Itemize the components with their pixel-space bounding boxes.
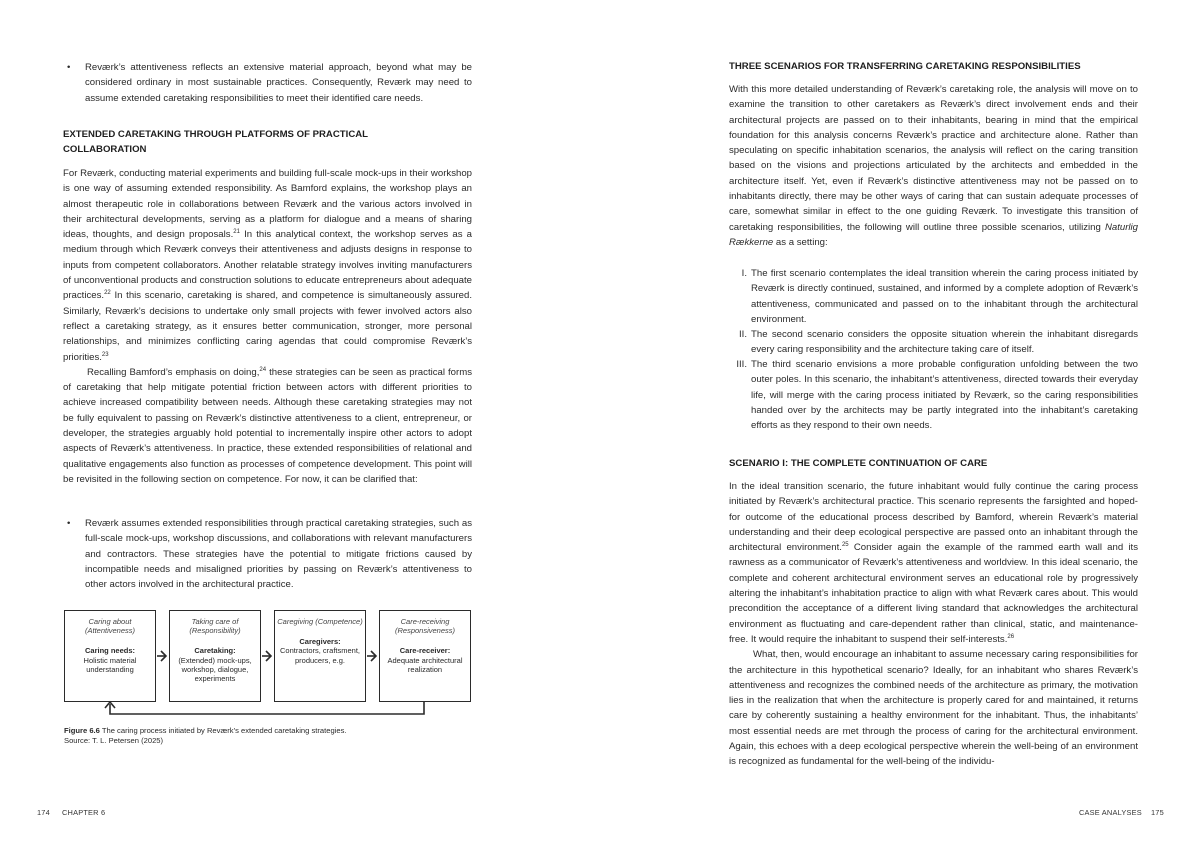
scenario-number: III. <box>736 359 747 370</box>
paragraph: With this more detailed understanding of Reværk’s caretaking role, the analysis will move on to examine the transition to other caretakers as Reværk’s direct involvement ends and their architectural projects are passed on to their inhabitants, bearing in mind that the empirical foundation for this analysis concerns Reværk’s practice and architecture alone. Rather than speculating on specific inhabitation scenarios, the analysis will reflect on the caring transition based on the visions and projections articulated by the architects and embedded in the architecture itself. Yet, even if Reværk’s distinctive attentiveness may not be passed on to inhabitants directly, there may be other ways of caring that can sustain adequate processes of care, somewhat similar in effect to the one guiding Reværk. To investigate this transition of caretaking responsibilities, the following will outline three possible scenarios, utilizing Naturlig Rækkerne as a setting: <box>729 84 1138 248</box>
body-text <box>729 479 1138 770</box>
scenario-text: The first scenario contemplates the ideal transition wherein the caring process initiated by Reværk is directly continued, sustained, and informed by a complete adoption of Reværk’s attentiveness, communicated and passed on to the inhabitant through the architectural environment. <box>751 268 1138 325</box>
footnote-ref[interactable]: 21 <box>233 229 240 236</box>
right-page <box>600 0 1200 849</box>
scenario-text: The third scenario envisions a more probable configuration unfolding between the two outer poles. In this scenario, the inhabitant’s attentiveness, directed towards their everyday life, will merge with the caring process initiated by Reværk, so the caring responsibilities handed over by the architects may be partly integrated into the inhabitant’s caretaking efforts as they respond to their own needs. <box>751 359 1138 432</box>
paragraph: Recalling Bamford’s emphasis on doing,$^{24}$ these strategies can be seen as practical forms of caretaking that help mitigate potential friction between actors with different priorities to achieve increased compatibility between needs. Although these caretaking strategies may not be fully equivalent to passing on Reværk’s distinctive attentiveness to a client, entrepreneur, or developer, the strategies arguably hold potential to incrementally inspire other actors to adopt aspects of Reværk’s attentiveness. In practice, these extended responsibilities of relational and qualitative engagements also function as processes of competence development. This point will be revisited in the following section on competence. For now, it can be clarified that: <box>63 366 472 485</box>
footnote-ref[interactable]: 23 <box>101 351 109 358</box>
footnote-ref[interactable]: 26 <box>1007 633 1015 640</box>
figure-caption <box>64 726 347 746</box>
body-text <box>729 82 1138 250</box>
page-number: 175 <box>1151 808 1164 817</box>
section-heading: SCENARIO I: THE COMPLETE CONTINUATION OF CARE <box>729 458 988 469</box>
arrow-right-icon <box>367 651 376 661</box>
bullet-text: Reværk assumes extended responsibilities through practical caretaking strategies, such as full-scale mock-ups, workshop discussions, and collaborations with relevant manufacturers and contractors. These strategies have the potential to mitigate frictions caused by incompatible needs and misaligned priorities by passing on Reværk’s attentiveness to other actors involved in the architectural practice. <box>85 518 472 591</box>
section-heading: THREE SCENARIOS FOR TRANSFERRING CARETAKING RESPONSIBILITIES <box>729 61 1081 72</box>
caption-text: The caring process initiated by Reværk’s extended caretaking strategies. <box>99 726 347 735</box>
bullet-icon: • <box>67 62 71 73</box>
box-description: (Extended) mock-ups, workshop, dialogue, experiments <box>178 655 252 684</box>
box-description: Holistic material understanding <box>83 655 137 674</box>
box-title: Caring needs: <box>84 646 135 656</box>
page-number: 174 <box>37 808 50 817</box>
scenario-item <box>736 357 1138 433</box>
scenario-text: The second scenario considers the opposite situation wherein the inhabitant disregards every caring responsibility and the architecture taking care of itself. <box>751 329 1138 356</box>
box-title: Care-receiver: <box>399 646 451 656</box>
box-subtitle: Taking care of (Responsibility) <box>189 617 241 636</box>
box-title: Caregivers: <box>299 637 341 647</box>
caption-label: Figure 6.6 <box>64 726 100 735</box>
footnote-ref[interactable]: 25 <box>841 542 849 549</box>
box-subtitle: Caring about (Attentiveness) <box>84 617 136 636</box>
running-header: CHAPTER 6 <box>62 808 106 817</box>
paragraph: What, then, would encourage an inhabitant to assume necessary caring responsibilities for the architecture in this hypothetical scenario? Ideally, for an inhabitant who shares Reværk’s attentiveness and recognizes the combined needs of the architecture as primary, the motivation lies in the realization that when the architecture is properly cared for and maintained, it returns care by coherently sustaining a healthy environment for the inhabitant. Thus, the inhabitants’ most essential needs are met through the process of caring for the architectural environment. Again, this echoes with a deep ecological perspective wherein the well-being of an environment is recognized as fundamental for the well-being of the individu- <box>729 649 1138 768</box>
feedback-arrow-icon <box>105 702 424 714</box>
box-description: Adequate architectural realization <box>387 655 463 674</box>
footnote-ref[interactable]: 22 <box>104 290 111 297</box>
bullet-icon: • <box>67 518 71 529</box>
section-heading: EXTENDED CARETAKING THROUGH PLATFORMS OF PRACTICAL COLLABORATION <box>63 129 368 156</box>
footnote-ref[interactable]: 24 <box>259 366 267 373</box>
caption-source: Source: T. L. Petersen (2025) <box>64 736 164 745</box>
scenario-number: I. <box>741 268 747 279</box>
arrow-right-icon <box>157 651 166 661</box>
paragraph: In the ideal transition scenario, the future inhabitant would fully continue the caring process initiated by Reværk’s architectural practice. This scenario represents the farsighted and hoped-for outcome of the educational process described by Bamford, wherein Reværk’s material understanding and their deep ecological perspective are passed onto an inhabitant through the architectural environment.$^{25}$ Consider again the example of the rammed earth wall and its rawness as a communicator of Reværk’s attentiveness and worldview. In this ideal scenario, the complete and coherent architectural environment serves an educational role by progressively altering the inhabitant’s inhabitation practice to align with what Reværk cares about. This would precondition the acceptance of a different living standard that acknowledges the architectural environment as fluctuating and care-dependent rather than clinical, static, and maintenance-free. It would require the inhabitant to suspend their self-interests.$^{26}$ <box>729 481 1138 645</box>
project-name: Naturlig Rækkerne <box>729 221 1138 248</box>
box-subtitle: Caregiving (Competence) <box>277 617 363 626</box>
scenario-number: II. <box>739 329 747 340</box>
box-title: Caretaking: <box>194 646 236 656</box>
scenario-item <box>741 266 1138 327</box>
arrow-right-icon <box>262 651 271 661</box>
paragraph: For Reværk, conducting material experiments and building full-scale mock-ups in their workshop is one way of assuming extended responsibility. As Bamford explains, the workshop plays an almost therapeutic role in collaborations between Reværk and the various actors involved in their architectural developments, serving as a platform for dialogue and a means of sharing ideas, thoughts, and design proposals.$^{21}$ In this analytical context, the workshop serves as a medium through which Reværk conveys their attentiveness and adjusts designs in response to inputs from competent collaborators. Another relatable strategy involves inviting manufacturers of unconventional products and construction solutions to educate entrepreneurs about adequate practices.$^{22}$ In this scenario, caretaking is shared, and competence is simultaneously assured. Similarly, Reværk’s decisions to undertake only small projects with fewer involved actors also reflect a caretaking strategy, as it ensures better communication, stronger, more personal relationships, and minimizes conflicting caring agendas that could compromise Reværk’s priorities.$^{23}$ <box>63 168 472 363</box>
box-subtitle: Care-receiving (Responsiveness) <box>394 617 456 636</box>
running-header: CASE ANALYSES <box>1079 808 1142 817</box>
scenario-item <box>739 327 1138 358</box>
bullet-text: Reværk’s attentiveness reflects an extensive material approach, beyond what may be considered ordinary in most sustainable practices. Consequently, Reværk may need to assume extended caretaking responsibilities to meet their identified care needs. <box>85 62 472 104</box>
box-description: Contractors, craftsment, producers, e.g. <box>279 646 361 665</box>
